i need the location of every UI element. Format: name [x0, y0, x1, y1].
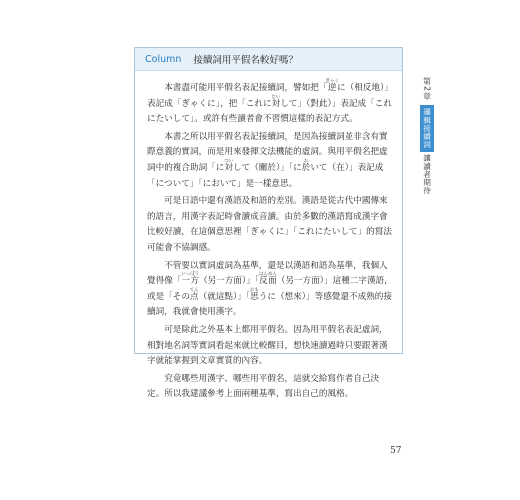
column-body — [135, 71, 402, 411]
ruby-oi-reading: お — [301, 158, 311, 164]
paragraph-2-text-c: いて（在）」表記成「について」「において」是一樣意思。 — [147, 162, 384, 189]
chapter-label: 第2章 — [422, 77, 432, 102]
kanji-tsui: 対 — [224, 162, 234, 173]
kanji-omo: 思 — [249, 291, 259, 302]
chapter-tab-label: 邏輯接續詞 — [422, 108, 432, 149]
ruby-gyaku-reading: ぎゃく — [325, 79, 339, 84]
kanji-hanmen: 反面 — [258, 276, 277, 287]
paragraph-4-text-b: （另一方面）」「 — [199, 276, 260, 287]
ruby-ippou-reading: いっぽう — [181, 272, 200, 278]
paragraph-4-text-e: うに（想來）」等感覺還不成熟的接續詞，我就會使用漢字。 — [147, 291, 392, 318]
chapter-tab — [420, 105, 434, 152]
ruby-tai — [271, 94, 281, 109]
ruby-ten-reading: てん — [189, 287, 199, 293]
paragraph-5: 可是除此之外基本上都用平假名。因為用平假名表記虛詞，相對地名詞等實詞看起來就比較醒目，想快速讀過時只要跟著漢字就能掌握到文章實質的內容。 — [147, 324, 388, 367]
paragraph-1-text-c: して」（對此）」表記成「これにたいして」。或許有些讀者會不習慣這樣的表記方式。 — [147, 98, 392, 125]
paragraph-2-text-b: して（關於）」「に — [232, 162, 302, 173]
paragraph-2 — [147, 130, 393, 192]
paragraph-4-text-d: （就這點）」「 — [198, 291, 251, 302]
ruby-omo — [249, 287, 259, 302]
ruby-tsui-reading: つい — [224, 158, 234, 164]
paragraph-1 — [147, 79, 393, 128]
paragraph-4 — [147, 259, 393, 321]
ruby-omo-reading: おも — [249, 287, 259, 293]
kanji-gyaku: 逆 — [325, 83, 339, 93]
kanji-tai: 対 — [271, 98, 281, 109]
kanji-ippou: 一方 — [181, 276, 200, 287]
paragraph-3: 可是日語中還有漢語及和語的差別。漢語是從古代中國傳來的語言，用漢字表記時會讀成音讀。由於多數的漢語寫成漢字會比較好讀，在這個意思裡「ぎゃくに」「これにたいして」的寫法可能會不協調感。 — [147, 196, 392, 253]
page-number: 57 — [390, 446, 402, 456]
column-tag: Column — [145, 53, 182, 65]
paragraph-4-text-c: （另一方面）」這種二字漢語，或是「その — [147, 276, 393, 302]
chapter-subtitle: 讓讀者期待 — [422, 153, 432, 195]
column-title: 接續詞用平假名較好嗎？ — [193, 55, 298, 66]
paragraph-1-text-b: に（相反地）」表記成「ぎゃくに」，把「これに — [147, 83, 393, 109]
column-header — [135, 48, 402, 71]
ruby-tsui — [224, 158, 234, 173]
paragraph-1-text-a: 本書盡可能用平假名表記接續詞，譬如把「 — [164, 83, 328, 93]
paragraph-2-text-a: 本書之所以用平假名表記接續詞，是因為接續詞並非含有實際意義的實詞，而是用來發揮文法機能的虛詞。與用平假名把虛詞中的複合助詞「に — [147, 131, 388, 173]
chapter-sidebar — [416, 77, 438, 194]
ruby-ten — [189, 287, 199, 302]
kanji-ten: 点 — [189, 291, 199, 302]
paragraph-6: 究竟哪些用漢字、哪些用平假名，這就交給寫作者自己決定。所以我建議參考上面兩種基準，寫出自己的風格。 — [147, 373, 380, 400]
ruby-hanmen-reading: はんめん — [258, 272, 277, 278]
column-box — [134, 47, 403, 400]
ruby-hanmen — [258, 272, 277, 287]
ruby-tai-reading: たい — [271, 94, 281, 100]
ruby-gyaku — [325, 79, 339, 93]
kanji-oi: 於 — [301, 162, 311, 173]
ruby-ippou — [181, 272, 200, 287]
paragraph-4-text-a: 不管要以實詞虛詞為基準，還是以漢語和語為基準，我個人覺得像「 — [147, 260, 388, 287]
